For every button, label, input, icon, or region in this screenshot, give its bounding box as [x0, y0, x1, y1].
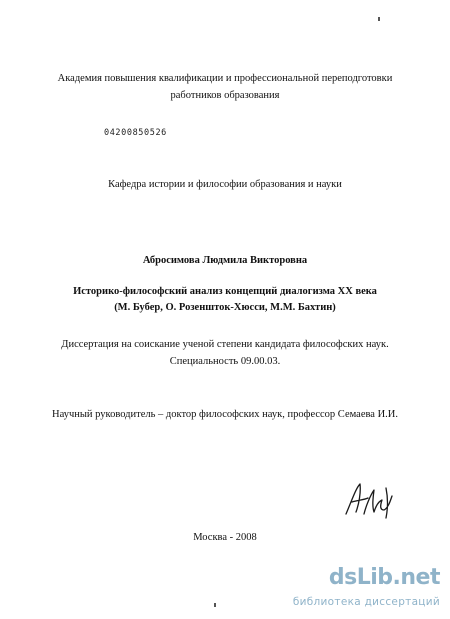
scan-speck	[378, 17, 380, 21]
handwritten-signature	[342, 478, 398, 522]
supervisor: Научный руководитель – доктор философских наук, профессор Семаева И.И.	[51, 409, 399, 420]
watermark-logo	[329, 565, 440, 590]
degree-line-2: Специальность 09.00.03.	[169, 356, 281, 367]
institution-line-1: Академия повышения квалификации и профессиональной переподготовки	[57, 73, 393, 84]
department: Кафедра истории и философии образования и науки	[108, 179, 342, 190]
watermark-subtitle: библиотека диссертаций	[292, 596, 440, 608]
watermark-logo-text: dsLib.net	[328, 565, 440, 590]
institution-line-2: работников образования	[170, 90, 280, 101]
dissertation-title-line-2: (М. Бубер, О. Розеншток-Хюсси, М.М. Бахтин)	[114, 302, 336, 313]
degree-line-1: Диссертация на соискание ученой степени кандидата философских наук.	[61, 339, 389, 350]
dslib-watermark	[278, 565, 446, 615]
dissertation-title-line-1: Историко-философский анализ концепций диалогизма XX века	[73, 286, 377, 297]
author-name: Абросимова Людмила Викторовна	[142, 255, 308, 266]
scan-speck	[214, 603, 216, 607]
place-and-year: Москва - 2008	[193, 532, 257, 543]
catalog-number: 04200850526	[104, 128, 167, 138]
